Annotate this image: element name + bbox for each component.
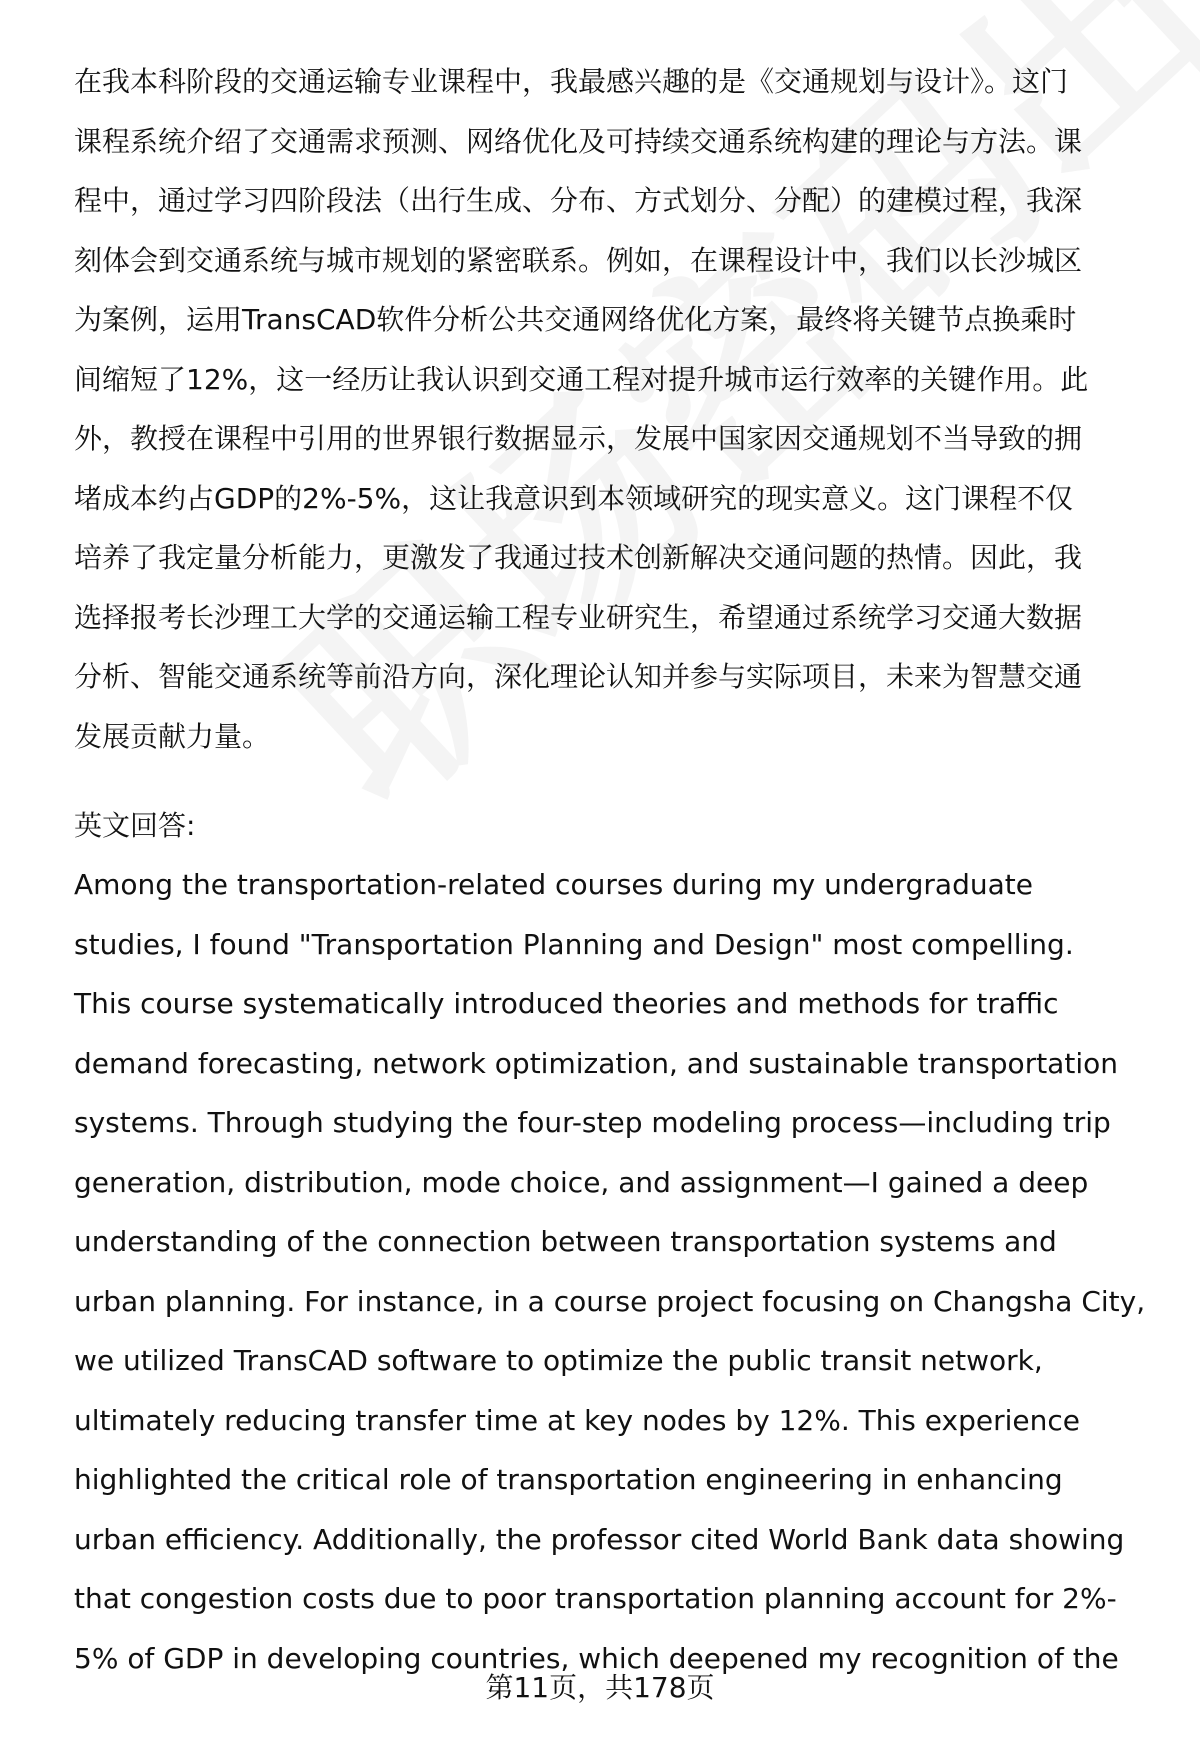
paragraph-line: systems. Through studying the four-step modeling process—including trip <box>74 1106 1111 1139</box>
paragraph-line: 为案例，运用TransCAD软件分析公共交通网络优化方案，最终将关键节点换乘时 <box>74 303 1077 336</box>
paragraph-line: 课程系统介绍了交通需求预测、网络优化及可持续交通系统构建的理论与方法。课 <box>74 124 1083 158</box>
paragraph-line: 在我本科阶段的交通运输专业课程中，我最感兴趣的是《交通规划与设计》。这门 <box>74 65 1069 98</box>
english-paragraph <box>74 855 1164 1688</box>
paragraph-line: This course systematically introduced theories and methods for traffic <box>74 987 1059 1020</box>
paragraph-line: 培养了我定量分析能力，更激发了我通过技术创新解决交通问题的热情。因此，我 <box>74 541 1083 574</box>
paragraph-line: that congestion costs due to poor transportation planning account for 2%- <box>74 1582 1117 1615</box>
page-indicator: 第11页，共178页 <box>485 1671 715 1704</box>
paragraph-line: 5% of GDP in developing countries, which deepened my recognition of the <box>74 1641 1119 1675</box>
paragraph-line: understanding of the connection between transportation systems and <box>74 1225 1057 1258</box>
paragraph-line: 发展贡献力量。 <box>74 719 271 753</box>
paragraph-line: urban efficiency. Additionally, the professor cited World Bank data showing <box>74 1522 1125 1556</box>
paragraph-line: generation, distribution, mode choice, and assignment—I gained a deep <box>74 1165 1089 1199</box>
paragraph-line: urban planning. For instance, in a course project focusing on Changsha City, <box>74 1284 1146 1318</box>
english-answer-label: 英文回答: <box>74 809 196 842</box>
paragraph-line: 外，教授在课程中引用的世界银行数据显示，发展中国家因交通规划不当导致的拥 <box>74 422 1083 455</box>
paragraph-line: 分析、智能交通系统等前沿方向，深化理论认知并参与实际项目，未来为智慧交通 <box>74 660 1083 693</box>
paragraph-line: highlighted the critical role of transportation engineering in enhancing <box>74 1463 1063 1496</box>
paragraph-line: 程中，通过学习四阶段法（出行生成、分布、方式划分、分配）的建模过程，我深 <box>74 184 1083 217</box>
paragraph-line: Among the transportation-related courses during my undergraduate <box>74 868 1033 901</box>
paragraph-line: ultimately reducing transfer time at key nodes by 12%. This experience <box>74 1403 1080 1437</box>
chinese-paragraph <box>74 52 1164 766</box>
paragraph-line: we utilized TransCAD software to optimize the public transit network, <box>74 1344 1043 1377</box>
paragraph-line: demand forecasting, network optimization, and sustainable transportation <box>74 1046 1118 1080</box>
paragraph-line: 堵成本约占GDP的2%-5%，这让我意识到本领域研究的现实意义。这门课程不仅 <box>74 481 1074 515</box>
paragraph-line: studies, I found "Transportation Planning and Design" most compelling. <box>74 927 1074 961</box>
paragraph-line: 间缩短了12%，这一经历让我认识到交通工程对提升城市运行效率的关键作用。此 <box>74 362 1089 396</box>
paragraph-line: 刻体会到交通系统与城市规划的紧密联系。例如，在课程设计中，我们以长沙城区 <box>74 243 1083 277</box>
paragraph-line: 选择报考长沙理工大学的交通运输工程专业研究生，希望通过系统学习交通大数据 <box>74 600 1083 634</box>
